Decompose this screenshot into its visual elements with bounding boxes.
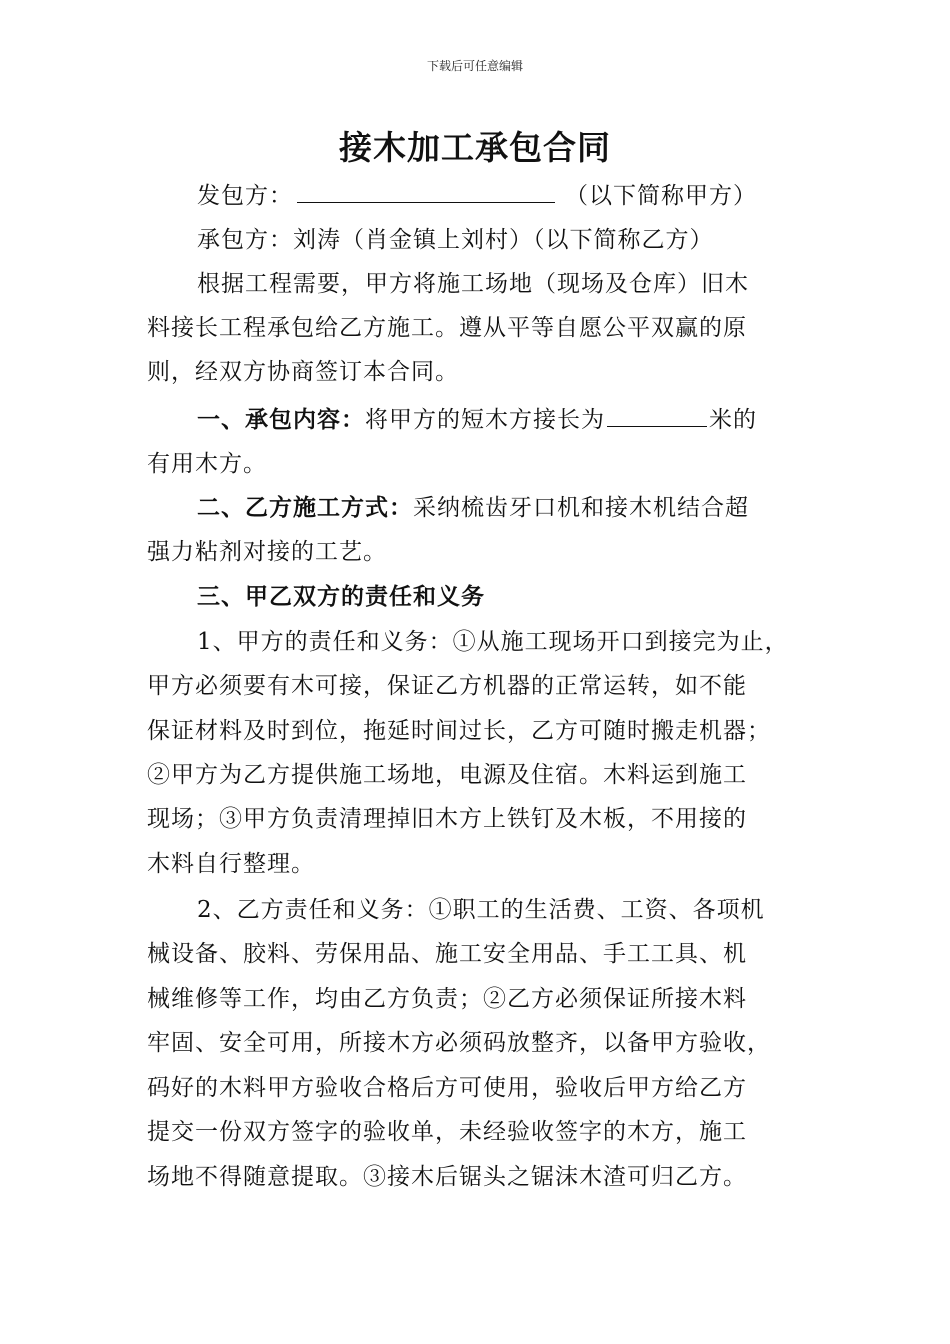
party-a-line	[197, 181, 757, 211]
section-2-line-2: 强力粘剂对接的工艺。	[147, 539, 387, 565]
party-a-duty-line-3: 保证材料及时到位，拖延时间过长，乙方可随时搬走机器；	[147, 718, 771, 744]
party-a-duty-line-5: 现场；③甲方负责清理掉旧木方上铁钉及木板，不用接的	[147, 806, 747, 832]
party-b-line: 承包方：刘涛（肖金镇上刘村）（以下简称乙方）	[197, 227, 714, 253]
document-title: 接木加工承包合同	[339, 128, 611, 167]
section-1-heading: 一、承包内容：	[197, 406, 365, 433]
header-note: 下载后可任意编辑	[426, 59, 523, 73]
party-b-duty-line-5: 码好的木料甲方验收合格后方可使用，验收后甲方给乙方	[147, 1075, 747, 1101]
intro-line-1: 根据工程需要，甲方将施工场地（现场及仓库）旧木	[197, 271, 749, 297]
intro-line-3: 则，经双方协商签订本合同。	[147, 359, 459, 385]
party-a-blank[interactable]	[297, 182, 555, 203]
section-1-line-2: 有用木方。	[147, 451, 267, 477]
section-3-heading: 三、甲乙双方的责任和义务	[197, 583, 485, 610]
party-b-duty-line-3: 械维修等工作，均由乙方负责；②乙方必须保证所接木料	[147, 986, 747, 1012]
party-b-duty-line-1: 2、乙方责任和义务：①职工的生活费、工资、各项机	[197, 897, 765, 923]
party-a-duty-line-4: ②甲方为乙方提供施工场地，电源及住宿。木料运到施工	[147, 762, 747, 788]
party-b-duty-line-6: 提交一份双方签字的验收单，未经验收签字的木方，施工	[147, 1119, 747, 1145]
section-1-text-a: 将甲方的短木方接长为	[365, 407, 605, 433]
length-blank[interactable]	[607, 406, 707, 427]
section-2-line	[197, 493, 749, 523]
party-b-duty-line-7: 场地不得随意提取。③接木后锯头之锯沫木渣可归乙方。	[147, 1164, 747, 1190]
intro-line-2: 料接长工程承包给乙方施工。遵从平等自愿公平双赢的原	[147, 315, 747, 341]
section-2-text: 采纳梳齿牙口机和接木机结合超	[413, 495, 749, 521]
section-2-heading: 二、乙方施工方式：	[197, 494, 413, 521]
party-b-duty-line-4: 牢固、安全可用，所接木方必须码放整齐，以备甲方验收，	[147, 1030, 771, 1056]
section-1-line	[197, 405, 757, 435]
party-a-suffix: （以下简称甲方）	[565, 183, 757, 209]
party-a-duty-line-1: 1、甲方的责任和义务：①从施工现场开口到接完为止，	[197, 629, 789, 655]
party-a-duty-line-2: 甲方必须要有木可接，保证乙方机器的正常运转，如不能	[147, 673, 747, 699]
party-a-duty-line-6: 木料自行整理。	[147, 851, 315, 877]
party-b-duty-line-2: 械设备、胶料、劳保用品、施工安全用品、手工工具、机	[147, 941, 747, 967]
section-1-text-b: 米的	[709, 407, 757, 433]
party-a-label: 发包方：	[197, 183, 293, 209]
